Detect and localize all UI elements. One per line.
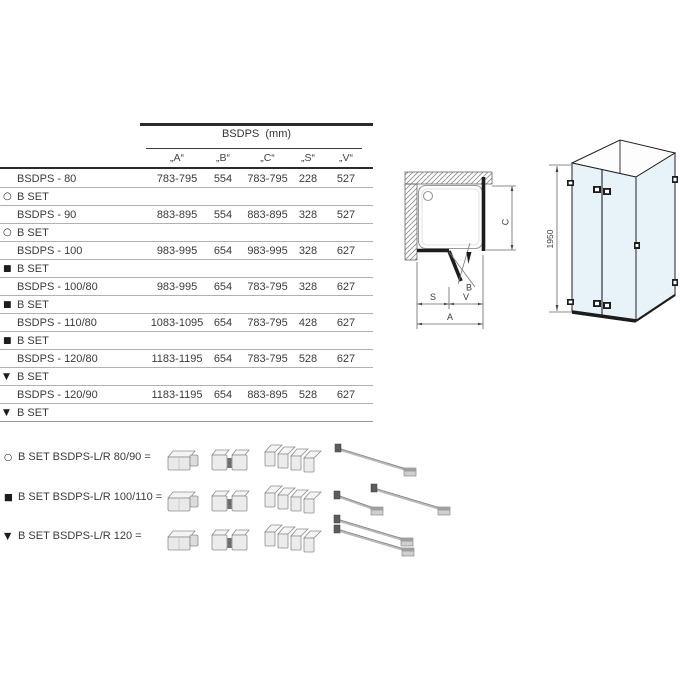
bset-label: B SET bbox=[17, 371, 49, 383]
glass-clamp-icon bbox=[212, 450, 249, 470]
value-s: 528 bbox=[298, 389, 318, 401]
dim-label-a: A bbox=[446, 312, 454, 322]
bset-row bbox=[0, 332, 373, 350]
bset-label: B SET bbox=[17, 335, 49, 347]
value-v: 627 bbox=[336, 389, 356, 401]
value-c: 883-895 bbox=[247, 209, 288, 221]
value-c: 783-795 bbox=[247, 353, 288, 365]
column-header-a: „A“ bbox=[170, 152, 184, 164]
value-s: 328 bbox=[298, 209, 318, 221]
hardware-icons-row2 bbox=[160, 483, 332, 519]
value-a: 983-995 bbox=[156, 281, 198, 293]
value-b: 554 bbox=[213, 209, 233, 221]
bset-row bbox=[0, 296, 373, 314]
value-v: 527 bbox=[336, 209, 356, 221]
wall-left bbox=[405, 184, 417, 260]
glass-front-face bbox=[572, 163, 636, 321]
corner-bracket-icon bbox=[168, 492, 198, 511]
model-name: BSDPS - 120/80 bbox=[17, 353, 98, 365]
hardware-icons-row3 bbox=[160, 522, 332, 558]
square-symbol: ■ bbox=[4, 492, 13, 503]
dim-label-height: 1950 bbox=[545, 229, 555, 249]
support-bar-icon bbox=[334, 491, 383, 515]
bset-label: B SET bbox=[17, 407, 49, 419]
column-header-v: „V“ bbox=[339, 152, 353, 164]
bset-row bbox=[0, 404, 373, 422]
value-a: 1183-1195 bbox=[151, 389, 203, 401]
hardware-icons-row1 bbox=[160, 442, 332, 478]
value-v: 527 bbox=[336, 173, 356, 185]
table-row bbox=[0, 386, 373, 404]
value-b: 654 bbox=[213, 317, 233, 329]
wall-top bbox=[405, 172, 492, 184]
triangle-symbol: ▼ bbox=[3, 408, 10, 418]
angle-brackets-icon bbox=[265, 525, 321, 552]
value-s: 428 bbox=[298, 317, 318, 329]
value-c: 983-995 bbox=[247, 245, 288, 257]
value-v: 627 bbox=[336, 245, 356, 257]
support-bars bbox=[330, 440, 470, 565]
value-a: 783-795 bbox=[156, 173, 198, 185]
legend-row-2 bbox=[4, 489, 162, 505]
bset-row bbox=[0, 188, 373, 206]
value-c: 783-795 bbox=[247, 281, 288, 293]
table-row bbox=[0, 206, 373, 224]
support-bar-icon bbox=[335, 444, 416, 476]
column-header-b: „B“ bbox=[216, 152, 230, 164]
value-v: 627 bbox=[336, 353, 356, 365]
corner-bracket-icon bbox=[168, 451, 198, 470]
table-header-rule bbox=[146, 148, 362, 150]
value-a: 883-895 bbox=[156, 209, 198, 221]
model-name: BSDPS - 110/80 bbox=[17, 317, 97, 329]
column-header-c: „C“ bbox=[260, 152, 275, 164]
table-title: BSDPS (mm) bbox=[221, 128, 292, 140]
legend-label: B SET BSDPS-L/R 100/110 = bbox=[18, 491, 163, 503]
glass-clamp-icon bbox=[212, 491, 249, 511]
door-handle bbox=[634, 242, 640, 249]
top-view-diagram bbox=[395, 165, 530, 335]
angle-brackets-icon bbox=[265, 486, 321, 513]
bset-label: B SET bbox=[17, 191, 49, 203]
value-v: 627 bbox=[336, 317, 356, 329]
bset-label: B SET bbox=[17, 263, 49, 275]
model-name: BSDPS - 120/90 bbox=[17, 389, 98, 401]
value-c: 883-895 bbox=[247, 389, 288, 401]
value-a: 1183-1195 bbox=[151, 353, 203, 365]
square-symbol: ■ bbox=[3, 264, 12, 274]
legend-label: B SET BSDPS-L/R 120 = bbox=[18, 530, 142, 542]
glass-clamp-icon bbox=[212, 530, 249, 550]
model-name: BSDPS - 100/80 bbox=[17, 281, 98, 293]
triangle-symbol: ▼ bbox=[4, 531, 12, 542]
value-b: 654 bbox=[213, 281, 233, 293]
square-symbol: ■ bbox=[3, 300, 12, 310]
value-c: 783-795 bbox=[247, 173, 288, 185]
value-b: 654 bbox=[213, 245, 233, 257]
model-name: BSDPS - 90 bbox=[17, 209, 77, 221]
bset-row bbox=[0, 260, 373, 278]
value-c: 783-795 bbox=[247, 317, 288, 329]
model-name: BSDPS - 80 bbox=[17, 173, 77, 185]
value-s: 328 bbox=[298, 245, 318, 257]
legend-row-3 bbox=[4, 528, 142, 544]
value-b: 654 bbox=[213, 389, 233, 401]
circle-symbol: ○ bbox=[3, 191, 12, 202]
value-b: 654 bbox=[213, 353, 233, 365]
value-v: 627 bbox=[336, 281, 356, 293]
table-row bbox=[0, 314, 373, 332]
triangle-symbol: ▼ bbox=[3, 372, 10, 382]
column-header-s: „S“ bbox=[301, 152, 315, 164]
dim-label-v: V bbox=[462, 292, 470, 302]
dim-label-s: S bbox=[429, 292, 437, 302]
value-s: 528 bbox=[298, 353, 318, 365]
circle-symbol: ○ bbox=[4, 452, 13, 463]
entry-arrow bbox=[467, 252, 472, 264]
bset-row bbox=[0, 368, 373, 386]
square-symbol: ■ bbox=[3, 336, 12, 346]
corner-bracket-icon bbox=[168, 531, 198, 550]
value-b: 554 bbox=[213, 173, 233, 185]
table-heavy-rule bbox=[0, 167, 373, 169]
bset-row bbox=[0, 224, 373, 242]
table-top-rule bbox=[140, 123, 373, 126]
table-row bbox=[0, 278, 373, 296]
bset-label: B SET bbox=[17, 227, 49, 239]
table-bottom-rule bbox=[0, 421, 373, 422]
value-a: 1083-1095 bbox=[150, 317, 204, 329]
value-s: 228 bbox=[298, 173, 318, 185]
circle-symbol: ○ bbox=[3, 227, 12, 238]
value-a: 983-995 bbox=[156, 245, 198, 257]
value-s: 328 bbox=[298, 281, 318, 293]
enclosure-3d-diagram bbox=[540, 134, 680, 340]
glass-right-face bbox=[636, 153, 675, 321]
dim-label-b: B bbox=[466, 282, 473, 293]
bset-label: B SET bbox=[17, 299, 49, 311]
table-row bbox=[0, 350, 373, 368]
legend-row-1 bbox=[4, 449, 151, 465]
legend-label: B SET BSDPS-L/R 80/90 = bbox=[18, 451, 151, 463]
dim-label-c: C bbox=[500, 218, 511, 226]
drain-circle bbox=[424, 192, 433, 201]
model-name: BSDPS - 100 bbox=[17, 245, 83, 257]
table-row bbox=[0, 242, 373, 260]
angle-brackets-icon bbox=[265, 445, 321, 472]
table-row bbox=[0, 170, 373, 188]
